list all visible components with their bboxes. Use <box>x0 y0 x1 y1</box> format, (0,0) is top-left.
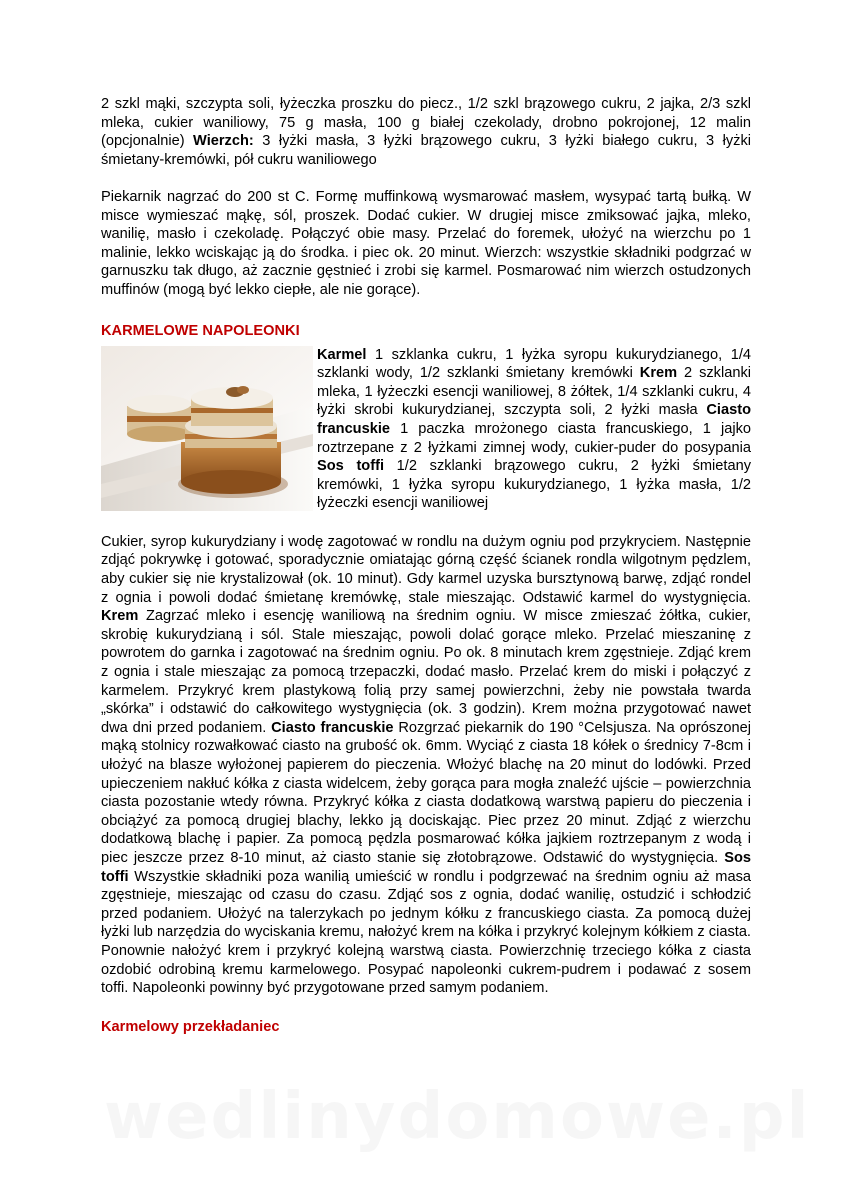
napoleonki-photo <box>101 346 313 511</box>
method-krem-text: Zagrzać mleko i esencję waniliową na średnim ogniu. W misce zmieszać żółtka, cukier, skrobię kukurydzianą i sól. Stale mieszając, powoli dolać gorące mleko. Przelać mieszaninę z powrotem do garnka i zagotować na średnim ogniu. Po ok. 8 minutach krem zgęstnieje. Zdjąć krem z ognia i stale mieszając za pomocą trzepaczki, dodać masło. Przelać krem do miski i połączyć z karmelem. Przykryć krem plastykową folią przy samej powierzchni, żeby nie powstała twarda „skórka” i odstawić do całkowitego wystygnięcia (ok. 3 godzin). Krem można przygotować nawet dwa dni przed podaniem. <box>101 608 751 736</box>
method-sos-text: Wszystkie składniki poza wanilią umieścić w rondlu i podgrzewać na średnim ogniu aż masa zgęstnieje, mieszając od czasu do czasu. Zdjąć sos z ognia, dodać wanilię, ostudzić i schłodzić przed podaniem. Ułożyć na talerzykach po jednym kółku z francuskiego ciasta. Za pomocą dużej łyżki lub narzędzia do wyciskania kremu, nałożyć krem na kółka i przykryć kolejnym kółkiem z ciasta. Ponownie nałożyć krem i przykryć kolejną warstwą ciasta. Powierzchnię trzeciego kółka z ciasta ozdobić odrobiną kremu karmelowego. Posypać napoleonki cukrem-pudrem i podawać z sosem toffi. Napoleonki powinny być przygotowane przed samym podaniem. <box>101 868 751 997</box>
intro-ingredients-text: 2 szkl mąki, szczypta soli, łyżeczka proszku do piecz., 1/2 szkl brązowego cukru, 2 jajka, 2/3 szkl mleka, cukier waniliowy, 75 g masła, 100 g białej czekolady, drobno pokrojonej, 12 malin (opcjonalnie) <box>101 96 751 150</box>
sos-label: Sos toffi <box>317 458 384 475</box>
document-page <box>101 95 751 1036</box>
method-sos-label: Sos toffi <box>101 849 751 885</box>
ciasto-text: 1 paczka mrożonego ciasta francuskiego, 1 jajko roztrzepane z 2 łyżkami zimnej wody, cukier-puder do posypania <box>317 420 751 456</box>
method-ciasto-label: Ciasto francuskie <box>271 719 394 736</box>
method-caramel-text: Cukier, syrop kukurydziany i wodę zagotować w rondlu na dużym ogniu pod przykryciem. Następnie zdjąć pokrywkę i gotować, sporadycznie omiatając górną część ścianek rondla wilgotnym pędzlem, aby cukier się nie krystalizował (ok. 10 minut). Gdy karmel uzyska bursztynową barwę, zdjąć rondel z ognia i powoli dodać śmietanę kremówkę, stale mieszając. Odstawić karmel do wystygnięcia. <box>101 533 751 606</box>
napoleonki-method <box>101 533 751 998</box>
napoleonki-image <box>101 346 313 511</box>
method-krem-label: Krem <box>101 608 139 625</box>
intro-method: Piekarnik nagrzać do 200 st C. Formę muffinkową wysmarować masłem, wysypać tartą bułką. W misce wymieszać mąkę, sól, proszek. Dodać cukier. W drugiej misce zmiksować jajka, mleko, wanilię, masło i czekoladę. Połączyć obie masy. Przelać do foremek, ułożyć na wierzchu po 1 malinie, lekko wciskając ją do środka. i piec ok. 20 minut. Wierzch: wszystkie składniki podgrzać w garnuszku tak długo, aż zacznie gęstnieć i zrobi się karmel. Posmarować nim wierzch ostudzonych muffinów (mogą być lekko ciepłe, ale nie gorące). <box>101 188 751 298</box>
ciasto-label: Ciasto francuskie <box>317 402 751 437</box>
topping-text: 3 łyżki masła, 3 łyżki brązowego cukru, 3 łyżki białego cukru, 3 łyżki śmietany-kremówki, pół cukru waniliowego <box>101 133 751 168</box>
napoleonki-ingredients-block <box>101 346 751 513</box>
krem-text: 2 szklanki mleka, 1 łyżeczki esencji waniliowej, 8 żółtek, 1/4 szklanki cukru, 4 łyżki skrobi kukurydzianej, szczypta soli, 2 łyżki masła <box>317 365 751 419</box>
sos-text: 1/2 szklanki brązowego cukru, 2 łyżki śmietany kremówki, 1 łyżka syropu kukurydzianego, 1 łyżka masła, 1/2 łyżeczki esencji waniliowej <box>317 458 751 512</box>
recipe-title-napoleonki: KARMELOWE NAPOLEONKI <box>101 322 300 339</box>
topping-label: Wierzch: <box>193 133 254 150</box>
recipe-title-przekladaniec: Karmelowy przekładaniec <box>101 1018 280 1035</box>
krem-label: Krem <box>639 365 678 382</box>
watermark <box>104 1080 744 1154</box>
karmel-label: Karmel <box>317 346 367 363</box>
method-ciasto-text: Rozgrzać piekarnik do 190 °Celsjusza. Na oprószonej mąką stolnicy rozwałkować ciasto na grubość ok. 6mm. Wyciąć z ciasta 18 kółek o średnicy 7-8cm i ułożyć na blasze wyłożonej papierem do pieczenia. Włożyć blachę na 20 minut do lodówki. Przed upieczeniem nakłuć kółka z ciasta widelcem, żeby gorąca para mogła znaleźć ujście – powierzchnia ciasta pozostanie wtedy równa. Przykryć kółka z ciasta dodatkową warstwą papieru do pieczenia i obciążyć za pomocą drugiej blachy, lekko ją dociskając. Piec przez 20 minut. Zdjąć z wierzchu dodatkową blachę i papier. Za pomocą pędzla posmarować kółka jajkiem roztrzepanym z wodą i piec jeszcze przez 8-10 minut, aż ciasto stanie się złotobrązowe. Odstawić do wystygnięcia. <box>101 719 751 866</box>
karmel-text: 1 szklanka cukru, 1 łyżka syropu kukurydzianego, 1/4 szklanki wody, 1/2 szklanki śmietany kremówki <box>317 346 751 382</box>
intro-ingredients <box>101 95 751 169</box>
